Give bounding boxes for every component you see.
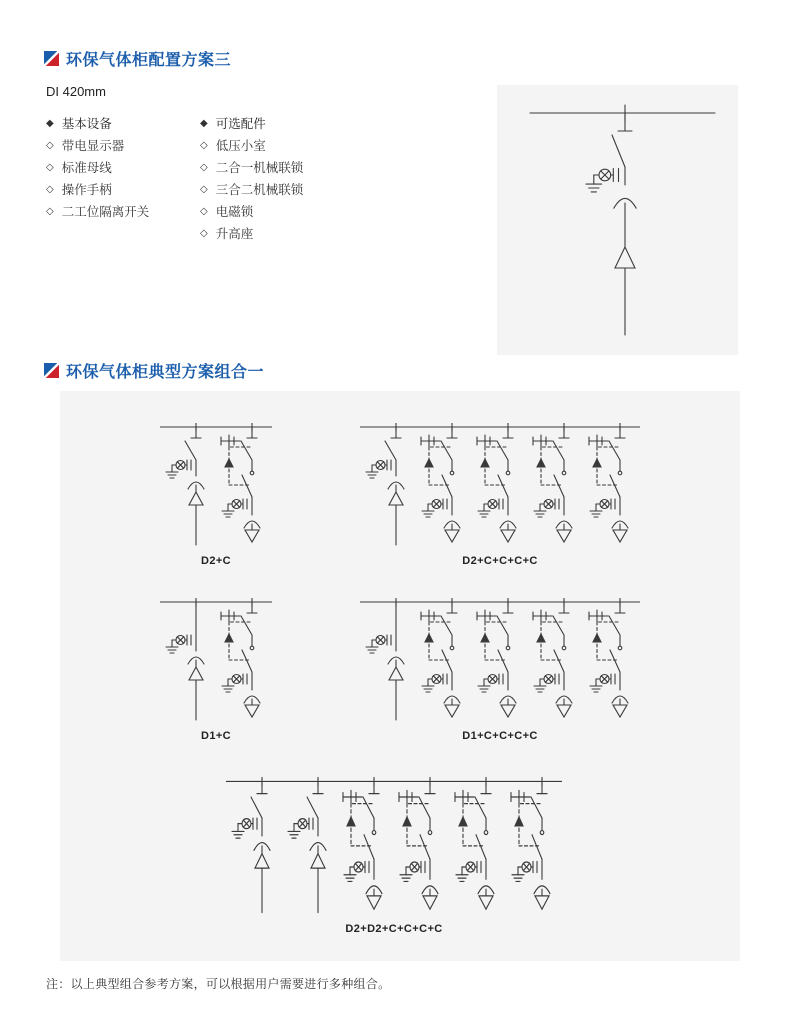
list-item xyxy=(46,156,200,178)
combo-diagram xyxy=(160,423,272,567)
list-item-label: 二工位隔离开关 xyxy=(61,205,150,219)
list-item xyxy=(46,178,200,200)
list-item-label: 低压小室 xyxy=(215,139,266,153)
list-item xyxy=(46,134,200,156)
footnote: 注：以上典型组合参考方案，可以根据用户需要进行多种组合。 xyxy=(46,977,391,991)
hollow-diamond-icon: ◇ xyxy=(200,227,208,239)
single-line-diagram xyxy=(360,423,640,549)
section1-title: 环保气体柜配置方案三 xyxy=(66,52,232,69)
combo-label: D1+C xyxy=(200,730,232,742)
combo-diagram xyxy=(226,777,562,935)
single-line-diagram xyxy=(160,423,272,549)
combo-diagram xyxy=(360,423,640,567)
list-header xyxy=(46,112,200,134)
single-line-diagram xyxy=(226,777,562,917)
section-flag-icon xyxy=(44,363,59,378)
section2-title: 环保气体柜典型方案组合一 xyxy=(66,364,265,381)
list-item xyxy=(200,156,354,178)
list-item xyxy=(200,134,354,156)
equipment-column xyxy=(200,112,354,244)
hollow-diamond-icon: ◇ xyxy=(46,205,54,217)
section2-header xyxy=(44,359,264,382)
combo-diagram xyxy=(160,598,272,742)
list-item xyxy=(200,200,354,222)
hollow-diamond-icon: ◇ xyxy=(46,139,54,151)
equipment-column xyxy=(46,112,200,244)
single-line-diagram xyxy=(160,598,272,724)
hollow-diamond-icon: ◇ xyxy=(46,183,54,195)
hollow-diamond-icon: ◇ xyxy=(46,161,54,173)
list-item-label: 标准母线 xyxy=(61,161,112,175)
hollow-diamond-icon: ◇ xyxy=(200,161,208,173)
list-item-label: 操作手柄 xyxy=(61,183,112,197)
list-item-label: 电磁锁 xyxy=(215,205,254,219)
list-item-label: 二合一机械联锁 xyxy=(215,161,304,175)
hollow-diamond-icon: ◇ xyxy=(200,139,208,151)
list-item xyxy=(200,178,354,200)
scheme3-diagram-panel xyxy=(497,85,738,355)
list-item-label: 升高座 xyxy=(215,227,254,241)
list-item xyxy=(46,200,200,222)
filled-diamond-icon: ◆ xyxy=(46,117,54,129)
hollow-diamond-icon: ◇ xyxy=(200,183,208,195)
single-line-diagram xyxy=(360,598,640,724)
combo-label: D2+C xyxy=(200,555,232,567)
filled-diamond-icon: ◆ xyxy=(200,117,208,129)
list-item-label: 三合二机械联锁 xyxy=(215,183,304,197)
typical-combinations-panel xyxy=(60,391,740,961)
list-item xyxy=(200,222,354,244)
combo-diagram xyxy=(360,598,640,742)
combo-label: D2+D2+C+C+C+C xyxy=(345,923,443,935)
section1-header xyxy=(44,47,231,70)
cabinet-width-label: DI 420mm xyxy=(46,84,106,99)
list-item-label: 带电显示器 xyxy=(61,139,125,153)
section-flag-icon xyxy=(44,51,59,66)
list-item-label: 基本设备 xyxy=(61,117,112,131)
combo-label: D2+C+C+C+C xyxy=(462,555,538,567)
equipment-lists xyxy=(46,112,354,244)
list-item-label: 可选配件 xyxy=(215,117,266,131)
list-header xyxy=(200,112,354,134)
combo-label: D1+C+C+C+C xyxy=(462,730,538,742)
hollow-diamond-icon: ◇ xyxy=(200,205,208,217)
